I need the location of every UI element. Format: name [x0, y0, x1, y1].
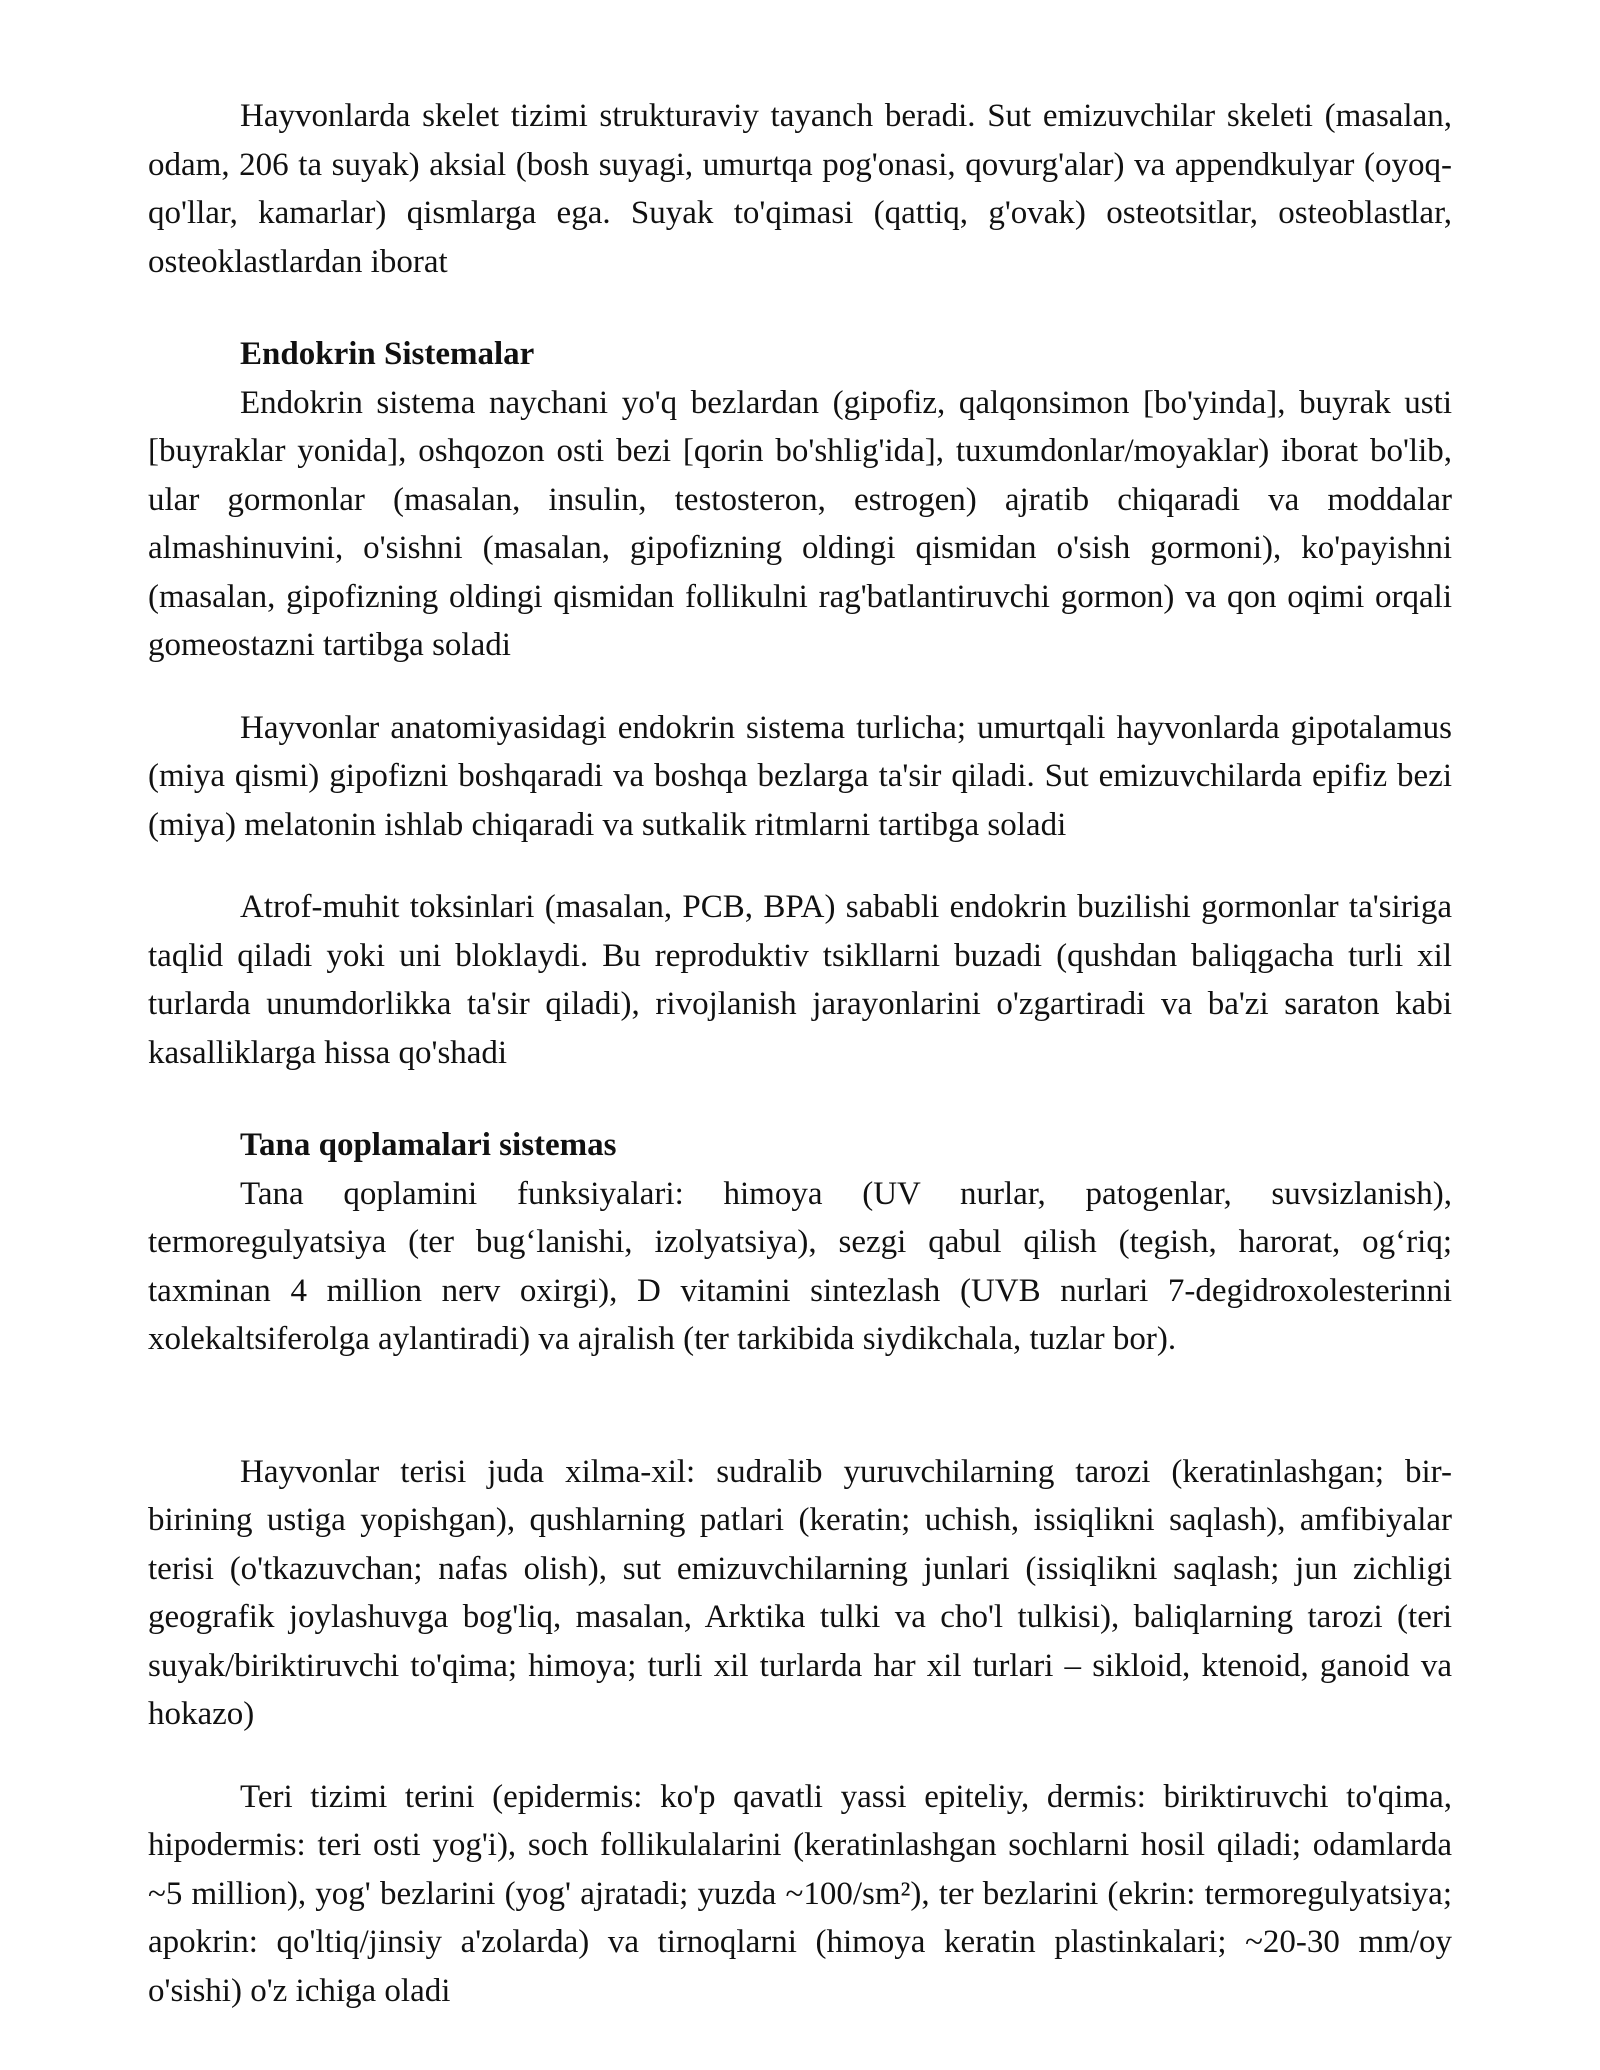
heading-integumentary-system: Tana qoplamalari sistemas — [240, 1127, 617, 1163]
paragraph-animal-skin-diversity: Hayvonlar terisi juda xilma-xil: sudralib yuruvchilarning tarozi (keratinlashgan; bir-birining ustiga yopishgan), qushlarning patlari (keratin; uchish, issiqlikni saqlash), amfibiyalar terisi (o'tkazuvchan; nafas olish), sut emizuvchilarning junlari (issiqlikni saqlash; jun zichligi geografik joylashuvga bog'liq, masalan, Arktika tulki va cho'l tulkisi), baliqlarning tarozi (teri suyak/biriktiruvchi to'qima; himoya; turli xil turlarda har xil turlari – sikloid, ktenoid, ganoid va hokazo) — [148, 1453, 1452, 1732]
paragraph-spacer — [148, 849, 1452, 883]
paragraph-endocrine-toxins: Atrof-muhit toksinlari (masalan, PCB, BPA) sababli endokrin buzilishi gormonlar ta'siriga taqlid qiladi yoki uni bloklaydi. Bu reproduktiv tsikllarni buzadi (qushdan baliqgacha turli xil turlarda unumdorlikka ta'sir qiladi), rivojlanish jarayonlarini o'zgartiradi va ba'zi saraton kabi kasalliklarga hissa qo'shadi — [148, 889, 1452, 1071]
document-page — [148, 92, 1452, 2015]
paragraph-endocrine-animals: Hayvonlar anatomiyasidagi endokrin sistema turlicha; umurtqali hayvonlarda gipotalamus (miya qismi) gipofizni boshqaradi va boshqa bezlarga ta'sir qiladi. Sut emizuvchilarda epifiz bezi (miya) melatonin ishlab chiqaradi va sutkalik ritmlarni tartibga soladi — [148, 709, 1452, 843]
paragraph-spacer — [148, 1077, 1452, 1121]
paragraph-skeletal-system: Hayvonlarda skelet tizimi strukturaviy tayanch beradi. Sut emizuvchilar skeleti (masalan, odam, 206 ta suyak) aksial (bosh suyagi, umurtqa pog'onasi, qovurg'alar) va appendkulyar (oyoq-qo'llar, kamarlar) qismlarga ega. Suyak to'qimasi (qattiq, g'ovak) osteotsitlar, osteoblastlar, osteoklastlardan iborat — [148, 98, 1452, 280]
paragraph-spacer — [148, 670, 1452, 704]
paragraph-skin-structure: Teri tizimi terini (epidermis: ko'p qavatli yassi epiteliy, dermis: biriktiruvchi to'qima, hipodermis: teri osti yog'i), soch follikulalarini (keratinlashgan sochlarni hosil qiladi; odamlarda ~5 million), yog' bezlarini (yog' ajratadi; yuzda ~100/sm²), ter bezlarini (ekrin: termoregulyatsiya; apokrin: qo'ltiq/jinsiy a'zolarda) va tirnoqlarni (himoya keratin plastinkalari; ~20-30 mm/oy o'sishi) o'z ichiga oladi — [148, 1778, 1452, 2009]
paragraph-spacer — [148, 286, 1452, 330]
paragraph-spacer — [148, 1364, 1452, 1448]
paragraph-integumentary-functions: Tana qoplamini funksiyalari: himoya (UV nurlar, patogenlar, suvsizlanish), termoregulyatsiya (ter bug‘lanishi, izolyatsiya), sezgi qabul qilish (tegish, harorat, og‘riq; taxminan 4 million nerv oxirgi), D vitamini sintezlash (UVB nurlari 7-degidroxolesterinni xolekaltsiferolga aylantiradi) va ajralish (ter tarkibida siydikchala, tuzlar bor). — [148, 1175, 1452, 1357]
paragraph-endocrine-overview: Endokrin sistema naychani yo'q bezlardan (gipofiz, qalqonsimon [bo'yinda], buyrak usti [buyraklar yonida], oshqozon osti bezi [qorin bo'shlig'ida], tuxumdonlar/moyaklar) iborat bo'lib, ular gormonlar (masalan, insulin, testosteron, estrogen) ajratib chiqaradi va moddalar almashinuvini, o'sishni (masalan, gipofizning oldingi qismidan o'sish gormoni), ko'payishni (masalan, gipofizning oldingi qismidan follikulni rag'batlantiruvchi gormon) va qon oqimi orqali gomeostazni tartibga soladi — [148, 384, 1452, 663]
paragraph-spacer — [148, 1739, 1452, 1773]
heading-endocrine-systems: Endokrin Sistemalar — [240, 336, 535, 372]
